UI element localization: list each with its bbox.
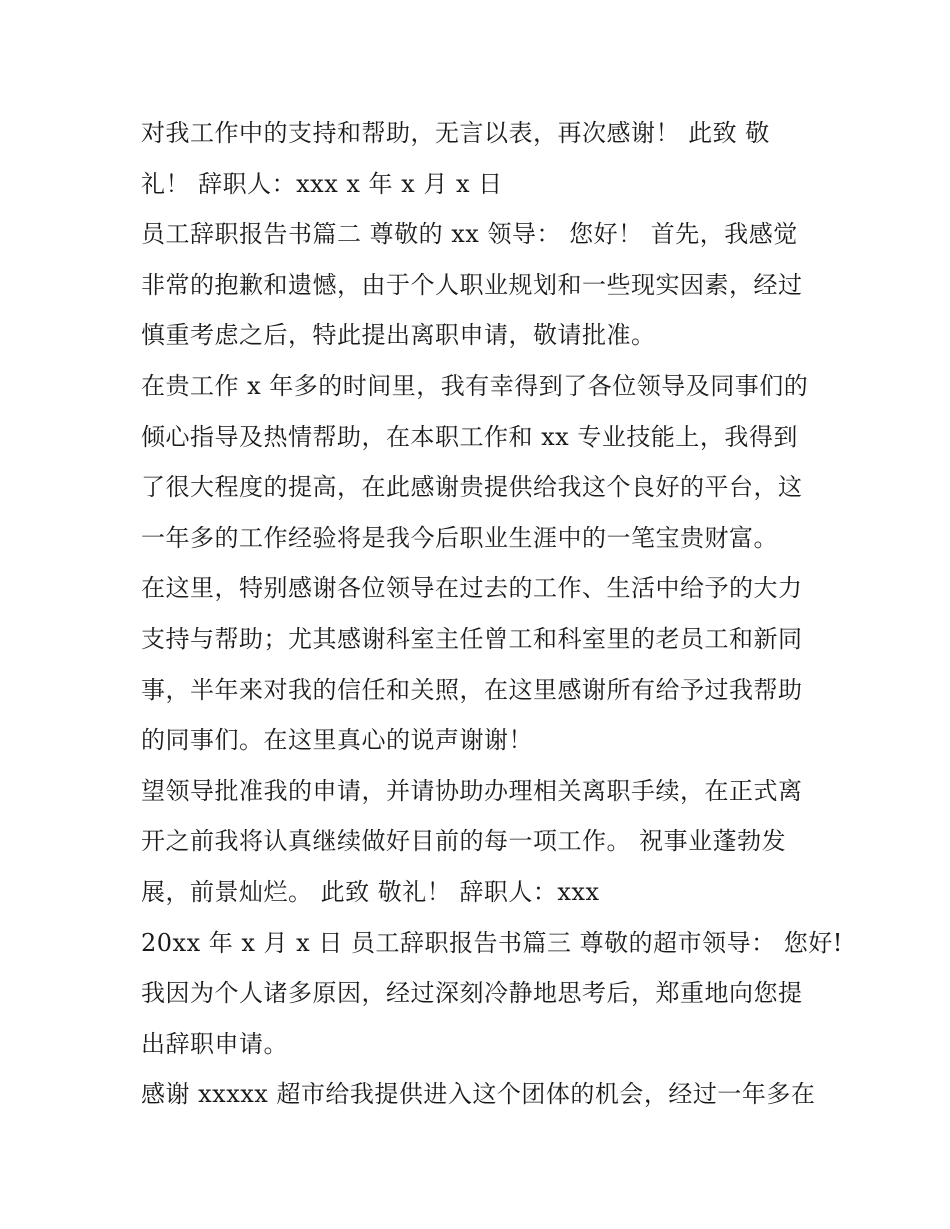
text-line: 支持与帮助；尤其感谢科室主任曾工和科室里的老员工和新同 <box>141 624 803 653</box>
text-line: 员工辞职报告书篇二 尊敬的 xx 领导： 您好！ 首先，我感觉 <box>141 220 798 249</box>
text-line: 事，半年来对我的信任和关照，在这里感谢所有给予过我帮助 <box>141 675 803 704</box>
text-line: 展，前景灿烂。 此致 敬礼！ 辞职人：xxx <box>141 877 600 906</box>
text-line: 在贵工作 x 年多的时间里，我有幸得到了各位领导及同事们的 <box>141 371 809 400</box>
text-line: 20xx 年 x 月 x 日 员工辞职报告书篇三 尊敬的超市领导： 您好! <box>141 928 843 957</box>
text-line: 开之前我将认真继续做好目前的每一项工作。 祝事业蓬勃发 <box>141 827 787 856</box>
text-line: 慎重考虑之后，特此提出离职申请，敬请批准。 <box>141 321 656 350</box>
text-line: 倾心指导及热情帮助，在本职工作和 xx 专业技能上，我得到 <box>141 422 798 451</box>
text-line: 感谢 xxxxx 超市给我提供进入这个团体的机会，经过一年多在 <box>141 1080 816 1109</box>
text-line: 礼！ 辞职人：xxx x 年 x 月 x 日 <box>141 169 503 198</box>
text-line: 对我工作中的支持和帮助，无言以表，再次感谢！ 此致 敬 <box>141 119 770 147</box>
text-line: 望领导批准我的申请，并请协助办理相关离职手续，在正式离 <box>141 776 803 805</box>
text-line: 在这里，特别感谢各位领导在过去的工作、生活中给予的大力 <box>141 574 803 603</box>
text-line: 了很大程度的提高，在此感谢贵提供给我这个良好的平台，这 <box>141 473 803 502</box>
document-body <box>141 108 843 1120</box>
text-line: 的同事们。在这里真心的说声谢谢！ <box>141 726 533 755</box>
text-line: 非常的抱歉和遗憾，由于个人职业规划和一些现实因素，经过 <box>141 270 803 299</box>
text-line: 我因为个人诸多原因，经过深刻冷静地思考后，郑重地向您提 <box>141 979 803 1008</box>
text-line: 出辞职申请。 <box>141 1029 288 1058</box>
text-line: 一年多的工作经验将是我今后职业生涯中的一笔宝贵财富。 <box>141 523 778 552</box>
